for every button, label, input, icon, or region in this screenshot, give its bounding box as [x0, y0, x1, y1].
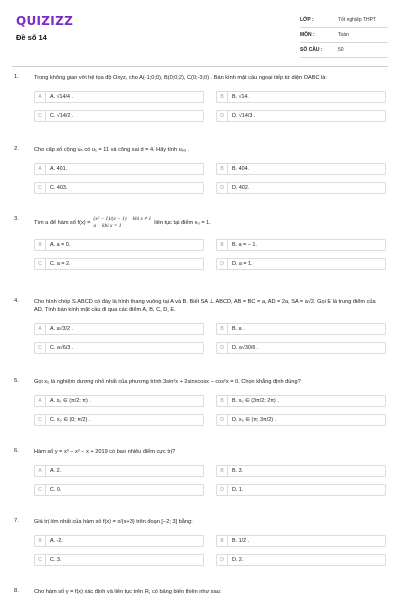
option-b[interactable] — [216, 163, 386, 175]
option-b[interactable] — [216, 535, 386, 547]
option-a[interactable] — [34, 535, 204, 547]
option-letter: B — [217, 396, 228, 406]
question-text — [34, 216, 386, 230]
question-5 — [0, 378, 400, 448]
option-text: A. a√3/2 . — [50, 326, 74, 332]
option-c[interactable] — [34, 258, 204, 270]
answer-options — [34, 91, 386, 122]
question-8 — [0, 588, 400, 600]
option-c[interactable] — [34, 110, 204, 122]
option-text: C. a√6/3 . — [50, 345, 74, 351]
exam-meta — [300, 13, 388, 58]
option-text: D. a = 1. — [232, 261, 253, 267]
option-letter: B — [217, 164, 228, 174]
option-text: C. 0. — [50, 487, 62, 493]
question-number: 1. — [14, 74, 19, 80]
piecewise-function — [93, 216, 151, 230]
question-text: Gọi x₀ là nghiệm dương nhỏ nhất của phương trình 3sin²x + 2sinxcosx − cos²x = 0. Chọn khẳng định đúng? — [34, 379, 301, 385]
option-text: B. 404. — [232, 166, 250, 172]
option-text: C. 3. — [50, 557, 62, 563]
option-d[interactable] — [216, 110, 386, 122]
option-text: C. x₀ ∈ (0; π/2) . — [50, 417, 91, 423]
question-text-after: liên tục tại điểm x₀ = 1. — [154, 220, 211, 226]
quizizz-logo: QUIZIZZ — [16, 14, 74, 28]
option-letter: C — [35, 555, 46, 565]
option-c[interactable] — [34, 414, 204, 426]
option-d[interactable] — [216, 414, 386, 426]
meta-label: SỐ CÂU : — [300, 47, 323, 53]
option-text: B. x₀ ∈ (3π/2; 2π) . — [232, 398, 279, 404]
question-text: Hàm số y = x³ − x² − x + 2019 có bao nhiêu điểm cực trị? — [34, 449, 176, 455]
option-a[interactable] — [34, 91, 204, 103]
option-text: D. 1. — [232, 487, 244, 493]
option-letter: A — [35, 324, 46, 334]
option-d[interactable] — [216, 484, 386, 496]
question-number: 6. — [14, 448, 19, 454]
meta-row-count — [300, 43, 388, 58]
option-c[interactable] — [34, 182, 204, 194]
option-text: C. 403. — [50, 185, 68, 191]
question-number: 2. — [14, 146, 19, 152]
question-number: 8. — [14, 588, 19, 594]
meta-value: Toán — [338, 32, 349, 38]
option-text: A. 2. — [50, 468, 62, 474]
option-b[interactable] — [216, 91, 386, 103]
question-list — [0, 74, 400, 600]
answer-options — [34, 465, 386, 496]
option-letter: D — [217, 485, 228, 495]
option-letter: D — [217, 555, 228, 565]
option-text: A. 401. — [50, 166, 68, 172]
piecewise-expr: (x² − 1)/(x − 1) — [93, 216, 127, 222]
question-1 — [0, 74, 400, 146]
option-letter: B — [217, 240, 228, 250]
option-text: D. √14/3 . — [232, 113, 256, 119]
answer-options — [34, 163, 386, 194]
header-divider — [12, 66, 388, 67]
option-d[interactable] — [216, 554, 386, 566]
question-text: Cho hàm số y = f(x) xác định và liên tục trên R, có bảng biến thiên như sau: — [34, 589, 222, 595]
option-letter: D — [217, 111, 228, 121]
option-d[interactable] — [216, 182, 386, 194]
option-text: C. a = 2. — [50, 261, 71, 267]
option-letter: C — [35, 183, 46, 193]
option-d[interactable] — [216, 258, 386, 270]
question-7 — [0, 518, 400, 588]
option-letter: D — [217, 415, 228, 425]
option-letter: B — [217, 324, 228, 334]
option-a[interactable] — [34, 465, 204, 477]
option-text: D. a√30/6 . — [232, 345, 259, 351]
option-letter: A — [35, 396, 46, 406]
option-text: B. 3. — [232, 468, 244, 474]
option-letter: C — [35, 485, 46, 495]
question-number: 3. — [14, 216, 19, 222]
question-text: Giá trị lớn nhất của hàm số f(x) = x/(x+3) trên đoạn [−2; 3] bằng: — [34, 519, 193, 525]
option-letter: C — [35, 111, 46, 121]
question-text-before: Tìm a để hàm số f(x) = — [34, 220, 91, 226]
meta-label: LỚP : — [300, 17, 314, 23]
option-text: A. √14/4 . — [50, 94, 74, 100]
question-number: 4. — [14, 298, 19, 304]
question-number: 7. — [14, 518, 19, 524]
meta-row-subject — [300, 28, 388, 43]
piecewise-row — [93, 216, 151, 223]
option-text: C. √14/2 . — [50, 113, 74, 119]
option-text: B. √14 . — [232, 94, 251, 100]
option-b[interactable] — [216, 323, 386, 335]
option-letter: A — [35, 466, 46, 476]
option-letter: C — [35, 259, 46, 269]
meta-label: MÔN : — [300, 32, 315, 38]
option-c[interactable] — [34, 484, 204, 496]
option-text: B. 1/2 . — [232, 538, 250, 544]
question-number: 5. — [14, 378, 19, 384]
option-letter: C — [35, 415, 46, 425]
option-text: D. x₀ ∈ (π; 3π/2) . — [232, 417, 277, 423]
option-d[interactable] — [216, 342, 386, 354]
question-2 — [0, 146, 400, 216]
option-text: D. 402. — [232, 185, 250, 191]
option-b[interactable] — [216, 465, 386, 477]
option-text: A. a = 0. — [50, 242, 71, 248]
option-letter: D — [217, 343, 228, 353]
answer-options — [34, 323, 386, 354]
exam-title: Đề số 14 — [16, 33, 47, 42]
piecewise-cond: khi x = 1 — [102, 223, 122, 229]
meta-row-class — [300, 13, 388, 28]
question-text: Cho cấp số cộng uₙ có u₁ = 11 và công sai d = 4. Hãy tính u₉₉ . — [34, 147, 190, 153]
option-a[interactable] — [34, 395, 204, 407]
option-text: A. x₀ ∈ (π/2; π) . — [50, 398, 91, 404]
option-text: A. -2. — [50, 538, 63, 544]
option-text: D. 2. — [232, 557, 244, 563]
option-letter: A — [35, 164, 46, 174]
option-text: B. a = − 1. — [232, 242, 257, 248]
option-letter: A — [35, 240, 46, 250]
answer-options — [34, 395, 386, 426]
option-letter: B — [217, 92, 228, 102]
option-b[interactable] — [216, 239, 386, 251]
option-text: B. a . — [232, 326, 245, 332]
option-letter: C — [35, 343, 46, 353]
option-letter: D — [217, 259, 228, 269]
option-b[interactable] — [216, 395, 386, 407]
worksheet-header — [0, 0, 400, 60]
option-letter: B — [217, 466, 228, 476]
question-text: Trong không gian với hệ tọa độ Oxyz, cho A(-1;0;0), B(0;0;2), C(0;-3;0) . Bán kính mặt cầu ngoại tiếp tứ diện OABC là: — [34, 75, 327, 81]
option-letter: B — [217, 536, 228, 546]
option-letter: A — [35, 92, 46, 102]
answer-options — [34, 535, 386, 566]
option-c[interactable] — [34, 554, 204, 566]
option-a[interactable] — [34, 239, 204, 251]
option-letter: A — [35, 536, 46, 546]
option-a[interactable] — [34, 163, 204, 175]
option-a[interactable] — [34, 323, 204, 335]
piecewise-row — [93, 223, 151, 230]
piecewise-expr: a — [93, 223, 97, 229]
meta-value: Tốt nghiệp THPT — [338, 17, 376, 23]
meta-value: 50 — [338, 47, 344, 53]
question-4 — [0, 298, 400, 378]
question-text: Cho hình chóp S.ABCD có đáy là hình thang vuông tại A và B. Biết SA ⊥ ABCD, AB = BC = a, AD = 2a, SA = a√2. Gọi E là trung điểm của AD. Tính bán kính mặt cầu đi qua các điểm A, B, C, D, E. — [34, 299, 376, 313]
option-letter: D — [217, 183, 228, 193]
answer-options — [34, 239, 386, 270]
question-6 — [0, 448, 400, 518]
piecewise-cond: khi x ≠ 1 — [132, 216, 152, 222]
option-c[interactable] — [34, 342, 204, 354]
question-3 — [0, 216, 400, 298]
